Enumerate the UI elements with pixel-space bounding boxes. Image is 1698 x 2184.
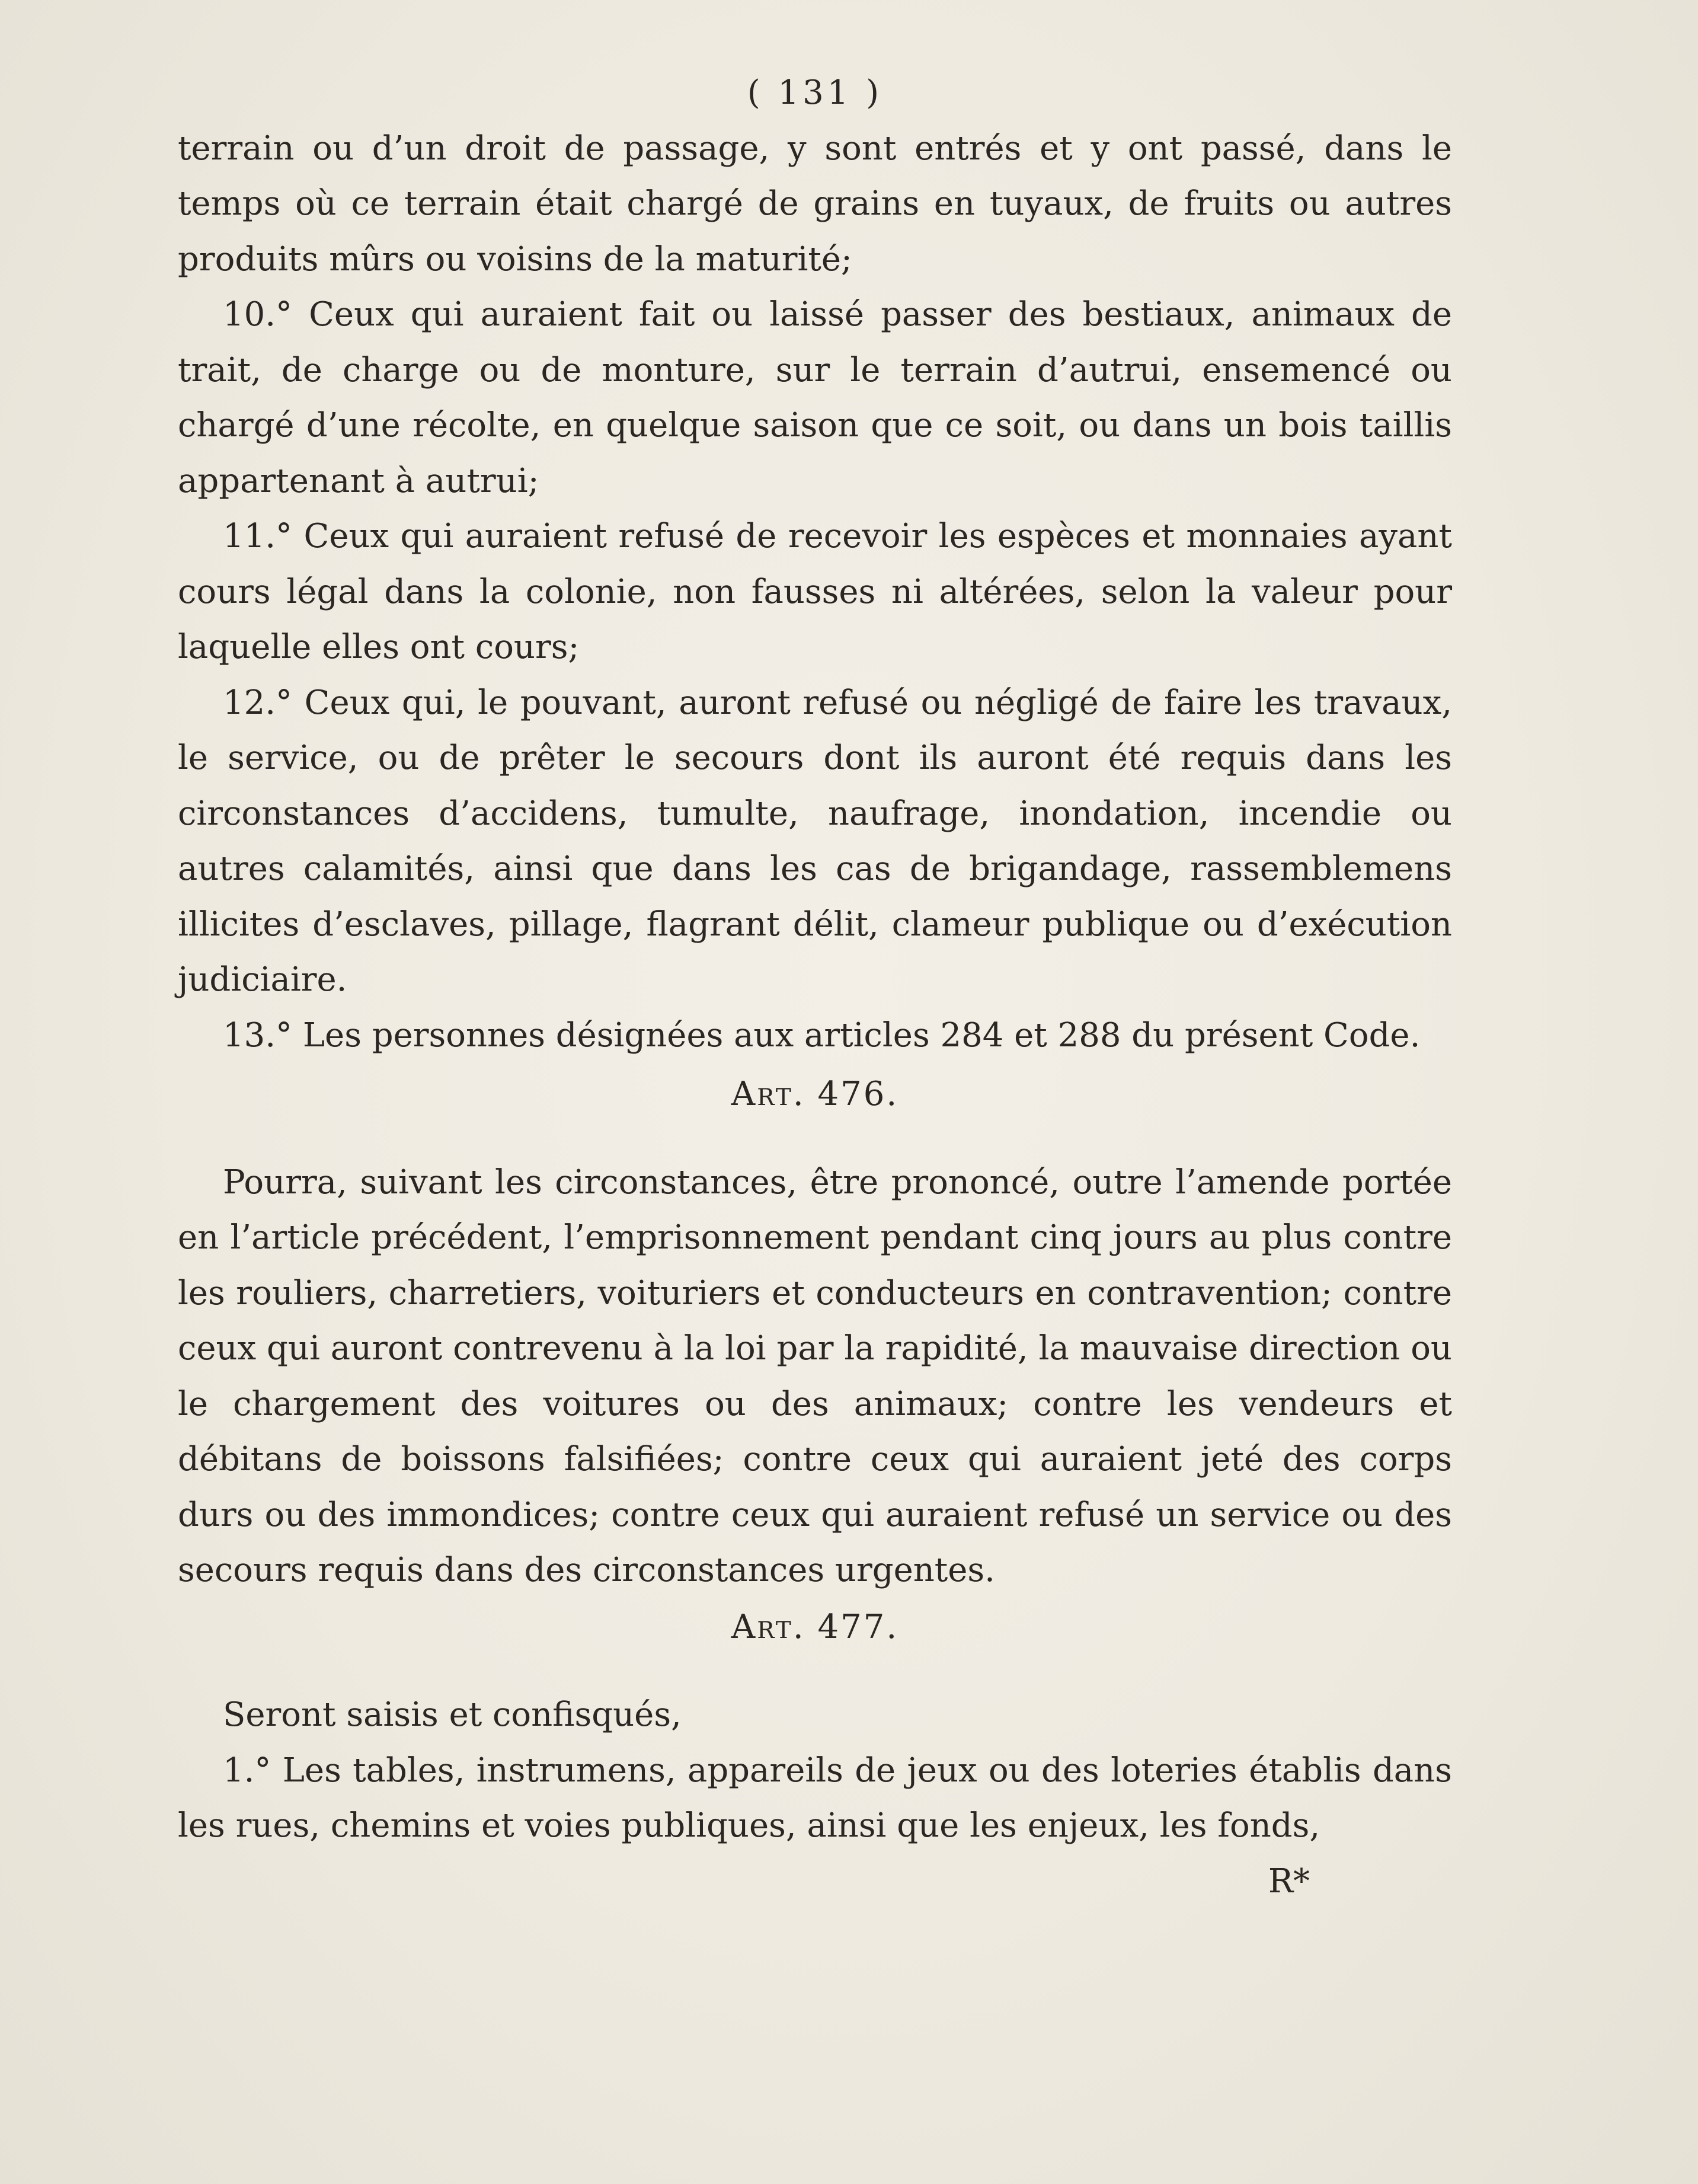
article-477-heading: Art. 477. — [731, 1607, 899, 1646]
article-476-heading: Art. 476. — [731, 1075, 899, 1113]
article-477-intro: Seront saisis et confisqués, — [223, 1696, 682, 1734]
paragraph-continuation: terrain ou d’un droit de passage, y sont entrés et y ont passé, dans le temps où ce terrain était chargé de grains en tuyaux, de fruits ou autres produits mûrs ou voisins de la maturité; — [178, 129, 1452, 279]
list-item-10: 10.° Ceux qui auraient fait ou laissé passer des bestiaux, animaux de trait, de charge ou de monture, sur le terrain d’autrui, ensemencé ou chargé d’une récolte, en quelque saison que ce soit, ou dans un bois taillis appartenant à autrui; — [178, 295, 1452, 500]
list-item-11: 11.° Ceux qui auraient refusé de recevoir les espèces et monnaies ayant cours légal dans la colonie, non fausses ni altérées, selon la valeur pour laquelle elles ont cours; — [178, 517, 1452, 666]
article-477-item-1: 1.° Les tables, instrumens, appareils de jeux ou des loteries établis dans les rues, chemins et voies publiques, ainsi que les enjeux, les fonds, — [178, 1751, 1452, 1845]
article-476-body: Pourra, suivant les circonstances, être prononcé, outre l’amende portée en l’article précédent, l’emprisonnement pendant cinq jours au plus contre les rouliers, charretiers, voituriers et conducteurs en contravention; contre ceux qui auront contrevenu à la loi par la rapidité, la mauvaise direction ou le chargement des voitures ou des animaux; contre les vendeurs et débitans de boissons falsifiées; contre ceux qui auraient jeté des corps durs ou des immondices; contre ceux qui auraient refusé un service ou des secours requis dans des circonstances urgentes. — [178, 1163, 1452, 1589]
page-number: ( 131 ) — [747, 74, 883, 112]
signature-mark: R* — [1268, 1861, 1310, 1901]
list-item-13: 13.° Les personnes désignées aux articles 284 et 288 du présent Code. — [223, 1016, 1421, 1055]
list-item-12: 12.° Ceux qui, le pouvant, auront refusé ou négligé de faire les travaux, le service, ou de prêter le secours dont ils auront été requis dans les circonstances d’accidens, tumulte, naufrage, inondation, incendie ou autres calamités, ainsi que dans les cas de brigandage, rassemblemens illicites d’esclaves, pillage, flagrant délit, clameur publique ou d’exécution judiciaire. — [178, 683, 1452, 999]
text-body — [178, 65, 1452, 1909]
